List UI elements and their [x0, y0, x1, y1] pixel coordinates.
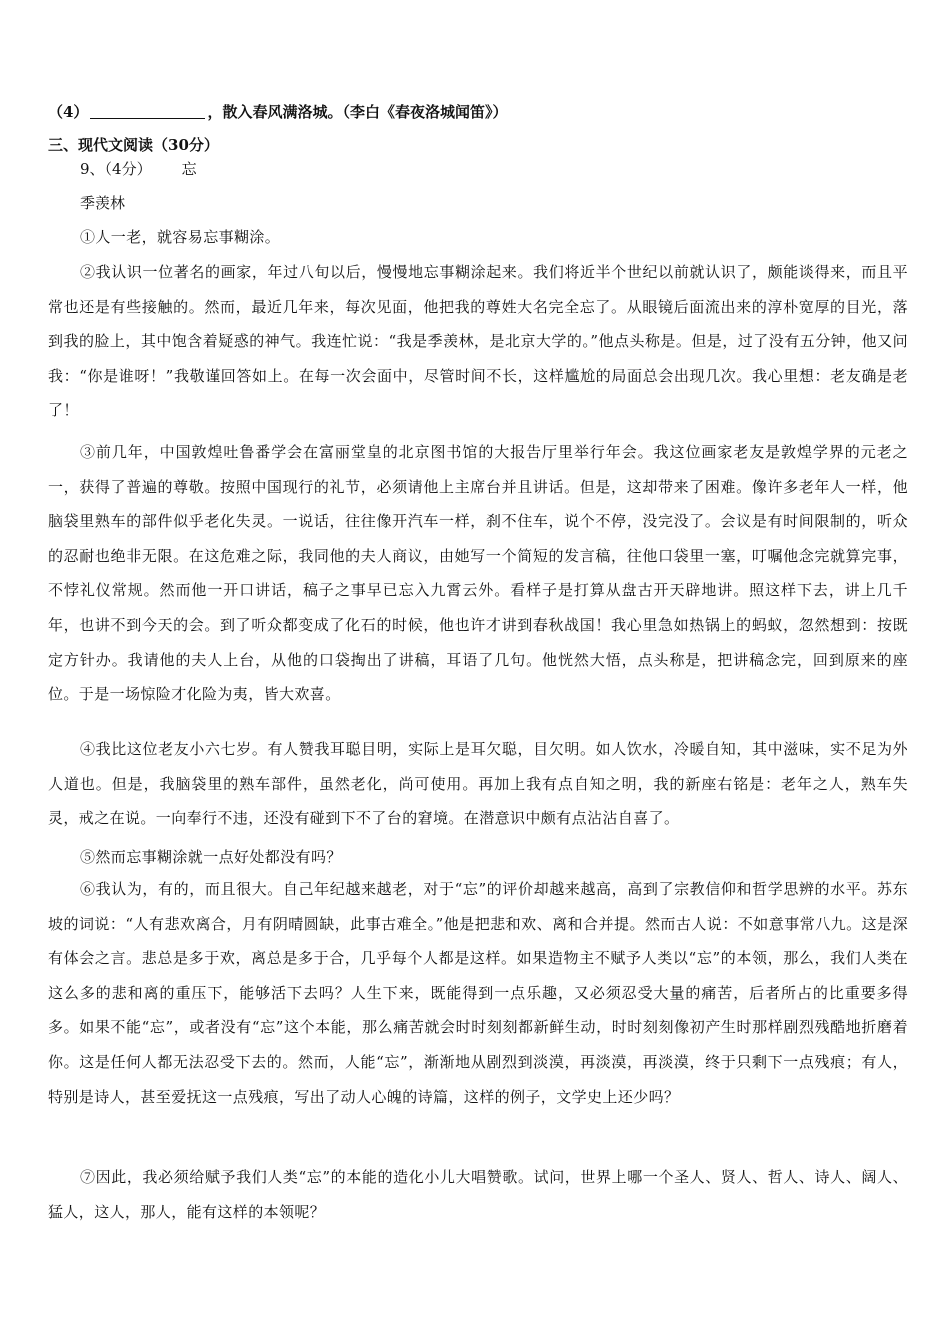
paragraph-5: ⑤然而忘事糊涂就一点好处都没有吗？ — [80, 848, 342, 866]
paragraph-1: ①人一老，就容易忘事糊涂。 — [80, 228, 281, 246]
paragraph-6: ⑥我认为，有的，而且很大。自己年纪越来越老，对于“忘”的评价却越来越高，高到了宗教信仰和哲学思辨的水平。苏东坡的词说：“人有悲欢离合，月有阴晴圆缺，此事古难全。”他是把悲和欢、离和合并提。然而古人说：不如意事常八九。这是深有体会之言。悲总是多于欢，离总是多于合，几乎每个人都是这样。如果造物主不赋予人类以“忘”的本领，那么，我们人类在这么多的悲和离的重压下，能够活下去吗？人生下来，既能得到一点乐趣，又必须忍受大量的痛苦，后者所占的比重要多得多。如果不能“忘”，或者没有“忘”这个本能，那么痛苦就会时时刻刻都新鲜生动，时时刻刻像初产生时那样剧烈残酷地折磨着你。这是任何人都无法忍受下去的。然而，人能“忘”，渐渐地从剧烈到淡漠，再淡漠，再淡漠，终于只剩下一点残痕；有人，特别是诗人，甚至爱抚这一点残痕，写出了动人心魄的诗篇，这样的例子，文学史上还少吗？ — [48, 880, 908, 1106]
question-4-number: （4） — [48, 103, 89, 121]
paragraph-2: ②我认识一位著名的画家，年过八旬以后，慢慢地忘事糊涂起来。我们将近半个世纪以前就认识了，颇能谈得来，而且平常也还是有些接触的。然而，最近几年来，每次见面，他把我的尊姓大名完全忘了。从眼镜后面流出来的淳朴宽厚的目光，落到我的脸上，其中饱含着疑惑的神气。我连忙说：“我是季羡林，是北京大学的。”他点头称是。但是，过了没有五分钟，他又问我：“你是谁呀！”我敬谨回答如上。在每一次会面中，尽管时间不长，这样尴尬的局面总会出现几次。我心里想：老友确是老了！ — [48, 263, 908, 420]
paragraph-4: ④我比这位老友小六七岁。有人赞我耳聪目明，实际上是耳欠聪，目欠明。如人饮水，冷暖自知，其中滋味，实不足为外人道也。但是，我脑袋里的熟车部件，虽然老化，尚可使用。再加上我有点自知之明，我的新座右铭是：老年之人，熟车失灵，戒之在说。一向奉行不违，还没有碰到下不了台的窘境。在潜意识中颇有点沾沾自喜了。 — [48, 740, 908, 828]
paragraph-3: ③前几年，中国敦煌吐鲁番学会在富丽堂皇的北京图书馆的大报告厅里举行年会。我这位画家老友是敦煌学界的元老之一，获得了普遍的尊敬。按照中国现行的礼节，必须请他上主席台并且讲话。但是，这却带来了困难。像许多老年人一样，他脑袋里熟车的部件似乎老化失灵。一说话，往往像开汽车一样，刹不住车，说个不停，没完没了。会议是有时间限制的，听众的忍耐也绝非无限。在这危难之际，我同他的夫人商议，由她写一个简短的发言稿，往他口袋里一塞，叮嘱他念完就算完事，不悖礼仪常规。然而他一开口讲话，稿子之事早已忘入九霄云外。看样子是打算从盘古开天辟地讲。照这样下去，讲上几千年，也讲不到今天的会。到了听众都变成了化石的时候，他也许才讲到春秋战国！我心里急如热锅上的蚂蚁，忽然想到：按既定方针办。我请他的夫人上台，从他的口袋掏出了讲稿，耳语了几句。他恍然大悟，点头称是，把讲稿念完，回到原来的座位。于是一场惊险才化险为夷，皆大欢喜。 — [48, 443, 908, 704]
paragraph-7: ⑦因此，我必须给赋予我们人类“忘”的本能的造化小儿大唱赞歌。试问，世界上哪一个圣人、贤人、哲人、诗人、阔人、猛人，这人，那人，能有这样的本领呢？ — [48, 1168, 908, 1221]
question-9-heading — [80, 159, 197, 179]
section-3-heading: 三、现代文阅读（30分） — [48, 136, 219, 154]
question-9-label: 9、（4分） — [80, 160, 152, 178]
answer-blank — [90, 104, 205, 119]
question-4-line — [48, 102, 507, 122]
passage-title: 忘 — [181, 160, 197, 178]
question-4-text: ，散入春风满洛城。（李白《春夜洛城闻笛》） — [207, 103, 508, 121]
passage-author: 季羡林 — [80, 194, 126, 212]
